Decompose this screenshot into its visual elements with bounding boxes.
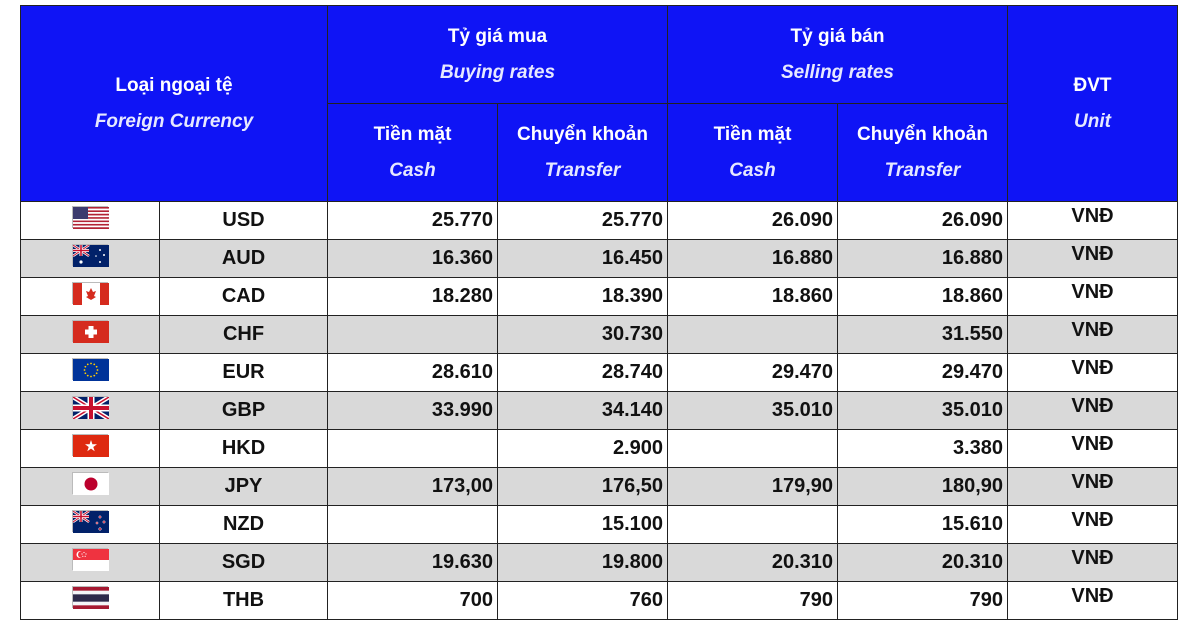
buy-cash-value: 28.610 bbox=[328, 354, 498, 392]
sell-cash-value: 18.860 bbox=[668, 278, 838, 316]
buy-transfer-value: 2.900 bbox=[498, 430, 668, 468]
sell-cash-value: 29.470 bbox=[668, 354, 838, 392]
unit-value: VNĐ bbox=[1008, 430, 1178, 468]
currency-code: HKD bbox=[160, 430, 328, 468]
gb-flag-icon bbox=[72, 396, 108, 418]
flag-cell bbox=[21, 240, 160, 278]
buy-transfer-value: 30.730 bbox=[498, 316, 668, 354]
unit-header-vi: ĐVT bbox=[1073, 74, 1112, 96]
buy-cash-value: 33.990 bbox=[328, 392, 498, 430]
sell-cash-value: 26.090 bbox=[668, 202, 838, 240]
unit-value: VNĐ bbox=[1008, 468, 1178, 506]
buy-cash-value: 25.770 bbox=[328, 202, 498, 240]
buy-transfer-en: Transfer bbox=[544, 159, 621, 181]
sell-cash-vi: Tiền mặt bbox=[713, 123, 792, 145]
sell-transfer-value: 35.010 bbox=[838, 392, 1008, 430]
sell-cash-value: 16.880 bbox=[668, 240, 838, 278]
sell-transfer-value: 20.310 bbox=[838, 544, 1008, 582]
sell-transfer-value: 18.860 bbox=[838, 278, 1008, 316]
buy-cash-vi: Tiền mặt bbox=[373, 123, 452, 145]
nz-flag-icon bbox=[72, 510, 108, 532]
buy-cash-value bbox=[328, 316, 498, 354]
sell-cash-value bbox=[668, 430, 838, 468]
sell-transfer-value: 26.090 bbox=[838, 202, 1008, 240]
sell-cash-value bbox=[668, 506, 838, 544]
selling-header-en: Selling rates bbox=[781, 61, 894, 83]
eu-flag-icon bbox=[72, 358, 108, 380]
unit-value: VNĐ bbox=[1008, 582, 1178, 620]
currency-code: EUR bbox=[160, 354, 328, 392]
currency-header-en: Foreign Currency bbox=[94, 110, 254, 132]
hk-flag-icon bbox=[72, 434, 108, 456]
au-flag-icon bbox=[72, 244, 108, 266]
sell-transfer-vi: Chuyển khoản bbox=[857, 123, 988, 145]
currency-code: USD bbox=[160, 202, 328, 240]
sell-cash-value: 790 bbox=[668, 582, 838, 620]
buy-transfer-value: 760 bbox=[498, 582, 668, 620]
flag-cell bbox=[21, 278, 160, 316]
th-flag-icon bbox=[72, 586, 108, 608]
flag-cell bbox=[21, 430, 160, 468]
sg-flag-icon bbox=[72, 548, 108, 570]
sell-transfer-value: 31.550 bbox=[838, 316, 1008, 354]
currency-code: NZD bbox=[160, 506, 328, 544]
selling-header bbox=[668, 6, 1008, 104]
table-row bbox=[21, 506, 1178, 544]
jp-flag-icon bbox=[72, 472, 108, 494]
sell-cash-header bbox=[668, 104, 838, 202]
unit-value: VNĐ bbox=[1008, 240, 1178, 278]
buy-cash-en: Cash bbox=[389, 159, 436, 181]
unit-value: VNĐ bbox=[1008, 392, 1178, 430]
currency-code: JPY bbox=[160, 468, 328, 506]
ca-flag-icon bbox=[72, 282, 108, 304]
sell-transfer-header bbox=[838, 104, 1008, 202]
unit-value: VNĐ bbox=[1008, 544, 1178, 582]
table-row bbox=[21, 430, 1178, 468]
buying-header-en: Buying rates bbox=[439, 61, 556, 83]
ch-flag-icon bbox=[72, 320, 108, 342]
buy-transfer-value: 16.450 bbox=[498, 240, 668, 278]
sell-transfer-value: 3.380 bbox=[838, 430, 1008, 468]
unit-value: VNĐ bbox=[1008, 202, 1178, 240]
currency-code: GBP bbox=[160, 392, 328, 430]
flag-cell bbox=[21, 544, 160, 582]
flag-cell bbox=[21, 506, 160, 544]
buy-cash-header bbox=[328, 104, 498, 202]
currency-code: SGD bbox=[160, 544, 328, 582]
flag-cell bbox=[21, 582, 160, 620]
unit-header-en: Unit bbox=[1074, 110, 1111, 132]
unit-value: VNĐ bbox=[1008, 354, 1178, 392]
currency-code: AUD bbox=[160, 240, 328, 278]
buy-cash-value bbox=[328, 430, 498, 468]
buy-transfer-value: 176,50 bbox=[498, 468, 668, 506]
sell-cash-value bbox=[668, 316, 838, 354]
flag-cell bbox=[21, 316, 160, 354]
table-row bbox=[21, 278, 1178, 316]
currency-header bbox=[21, 6, 328, 202]
table-row bbox=[21, 240, 1178, 278]
sell-cash-value: 179,90 bbox=[668, 468, 838, 506]
sell-cash-value: 35.010 bbox=[668, 392, 838, 430]
exchange-rate-table bbox=[20, 5, 1178, 620]
buy-cash-value: 19.630 bbox=[328, 544, 498, 582]
buy-cash-value: 700 bbox=[328, 582, 498, 620]
buy-transfer-value: 34.140 bbox=[498, 392, 668, 430]
currency-code: THB bbox=[160, 582, 328, 620]
unit-value: VNĐ bbox=[1008, 506, 1178, 544]
buy-cash-value: 173,00 bbox=[328, 468, 498, 506]
sell-transfer-en: Transfer bbox=[884, 159, 961, 181]
sell-transfer-value: 29.470 bbox=[838, 354, 1008, 392]
sell-cash-value: 20.310 bbox=[668, 544, 838, 582]
buying-header bbox=[328, 6, 668, 104]
selling-header-vi: Tỷ giá bán bbox=[790, 25, 885, 47]
currency-header-vi: Loại ngoại tệ bbox=[115, 74, 233, 96]
buy-cash-value: 18.280 bbox=[328, 278, 498, 316]
flag-cell bbox=[21, 202, 160, 240]
sell-transfer-value: 790 bbox=[838, 582, 1008, 620]
buy-transfer-value: 25.770 bbox=[498, 202, 668, 240]
table-row bbox=[21, 392, 1178, 430]
buy-transfer-vi: Chuyển khoản bbox=[517, 123, 648, 145]
table-row bbox=[21, 544, 1178, 582]
sell-transfer-value: 15.610 bbox=[838, 506, 1008, 544]
currency-code: CAD bbox=[160, 278, 328, 316]
buying-header-vi: Tỷ giá mua bbox=[447, 25, 548, 47]
table-row bbox=[21, 316, 1178, 354]
table-row bbox=[21, 582, 1178, 620]
buy-cash-value bbox=[328, 506, 498, 544]
flag-cell bbox=[21, 468, 160, 506]
unit-value: VNĐ bbox=[1008, 316, 1178, 354]
unit-value: VNĐ bbox=[1008, 278, 1178, 316]
buy-transfer-value: 19.800 bbox=[498, 544, 668, 582]
buy-transfer-value: 18.390 bbox=[498, 278, 668, 316]
sell-cash-en: Cash bbox=[729, 159, 776, 181]
table-row bbox=[21, 354, 1178, 392]
buy-transfer-value: 28.740 bbox=[498, 354, 668, 392]
table-row bbox=[21, 202, 1178, 240]
us-flag-icon bbox=[72, 206, 108, 228]
currency-code: CHF bbox=[160, 316, 328, 354]
flag-cell bbox=[21, 392, 160, 430]
sell-transfer-value: 180,90 bbox=[838, 468, 1008, 506]
sell-transfer-value: 16.880 bbox=[838, 240, 1008, 278]
rates-body bbox=[21, 202, 1178, 620]
table-row bbox=[21, 468, 1178, 506]
flag-cell bbox=[21, 354, 160, 392]
buy-cash-value: 16.360 bbox=[328, 240, 498, 278]
unit-header bbox=[1008, 6, 1178, 202]
buy-transfer-header bbox=[498, 104, 668, 202]
buy-transfer-value: 15.100 bbox=[498, 506, 668, 544]
